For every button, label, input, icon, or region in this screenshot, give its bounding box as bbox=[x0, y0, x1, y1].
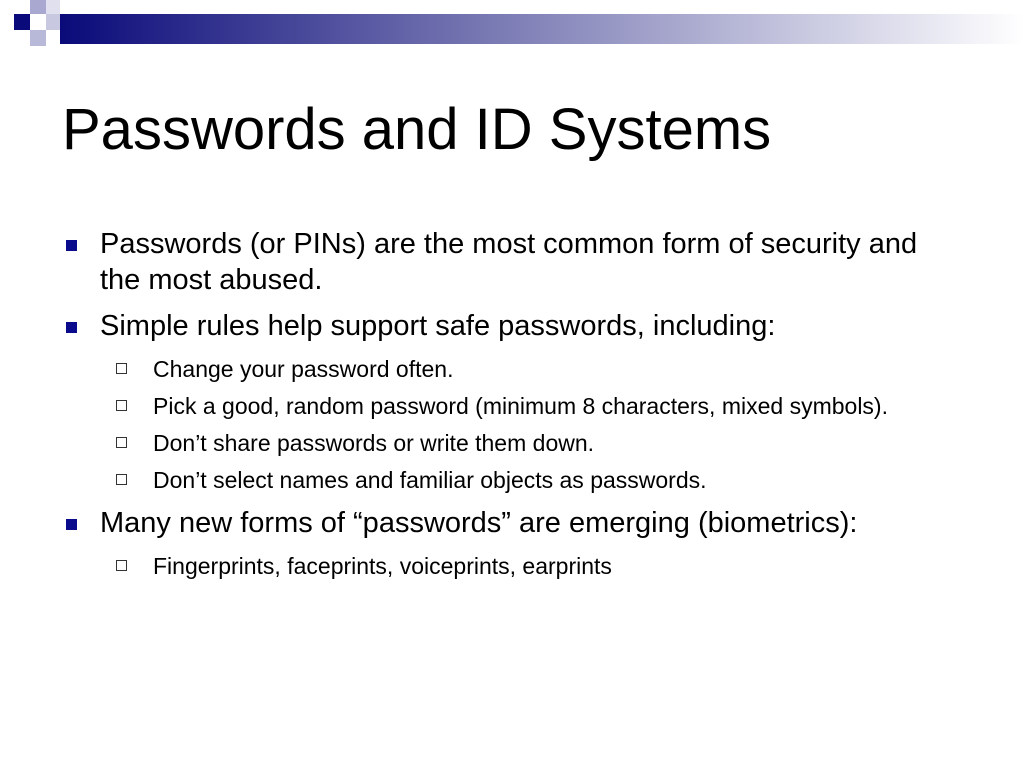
sub-bullet-item bbox=[0, 354, 1024, 384]
square-bullet-icon bbox=[66, 240, 77, 251]
bullet-item bbox=[0, 308, 1024, 344]
bullet-text: Simple rules help support safe passwords, including: bbox=[100, 310, 776, 342]
sub-bullet-text: Pick a good, random password (minimum 8 characters, mixed symbols). bbox=[153, 393, 888, 419]
header-decoration bbox=[0, 0, 1024, 62]
square-bullet-icon bbox=[66, 322, 77, 333]
header-gradient-band bbox=[60, 14, 1024, 44]
bullet-item bbox=[0, 226, 1024, 298]
sub-bullet-text: Don’t share passwords or write them down. bbox=[153, 430, 595, 456]
bullet-item bbox=[0, 505, 1024, 541]
deco-square-2 bbox=[30, 0, 46, 14]
sub-bullet-item bbox=[0, 428, 1024, 458]
sub-bullet-item bbox=[0, 391, 1024, 421]
hollow-square-bullet-icon bbox=[116, 437, 127, 448]
deco-square-4 bbox=[30, 30, 46, 46]
deco-square-5 bbox=[46, 0, 60, 14]
deco-square-3 bbox=[46, 14, 60, 30]
sub-bullet-item bbox=[0, 551, 1024, 581]
bullet-text: Many new forms of “passwords” are emerging (biometrics): bbox=[100, 507, 858, 539]
sub-bullet-item bbox=[0, 465, 1024, 495]
sub-bullet-text: Fingerprints, faceprints, voiceprints, earprints bbox=[153, 553, 612, 579]
hollow-square-bullet-icon bbox=[116, 560, 127, 571]
sub-bullet-text: Change your password often. bbox=[153, 356, 454, 382]
slide-title: Passwords and ID Systems bbox=[62, 97, 772, 162]
sub-bullet-list bbox=[0, 354, 1024, 495]
deco-square-1 bbox=[14, 14, 30, 30]
square-bullet-icon bbox=[66, 519, 77, 530]
bullet-list bbox=[0, 226, 1024, 591]
bullet-text: Passwords (or PINs) are the most common form of security and the most abused. bbox=[100, 228, 918, 296]
hollow-square-bullet-icon bbox=[116, 474, 127, 485]
sub-bullet-list bbox=[0, 551, 1024, 581]
hollow-square-bullet-icon bbox=[116, 363, 127, 374]
hollow-square-bullet-icon bbox=[116, 400, 127, 411]
sub-bullet-text: Don’t select names and familiar objects as passwords. bbox=[153, 467, 707, 493]
